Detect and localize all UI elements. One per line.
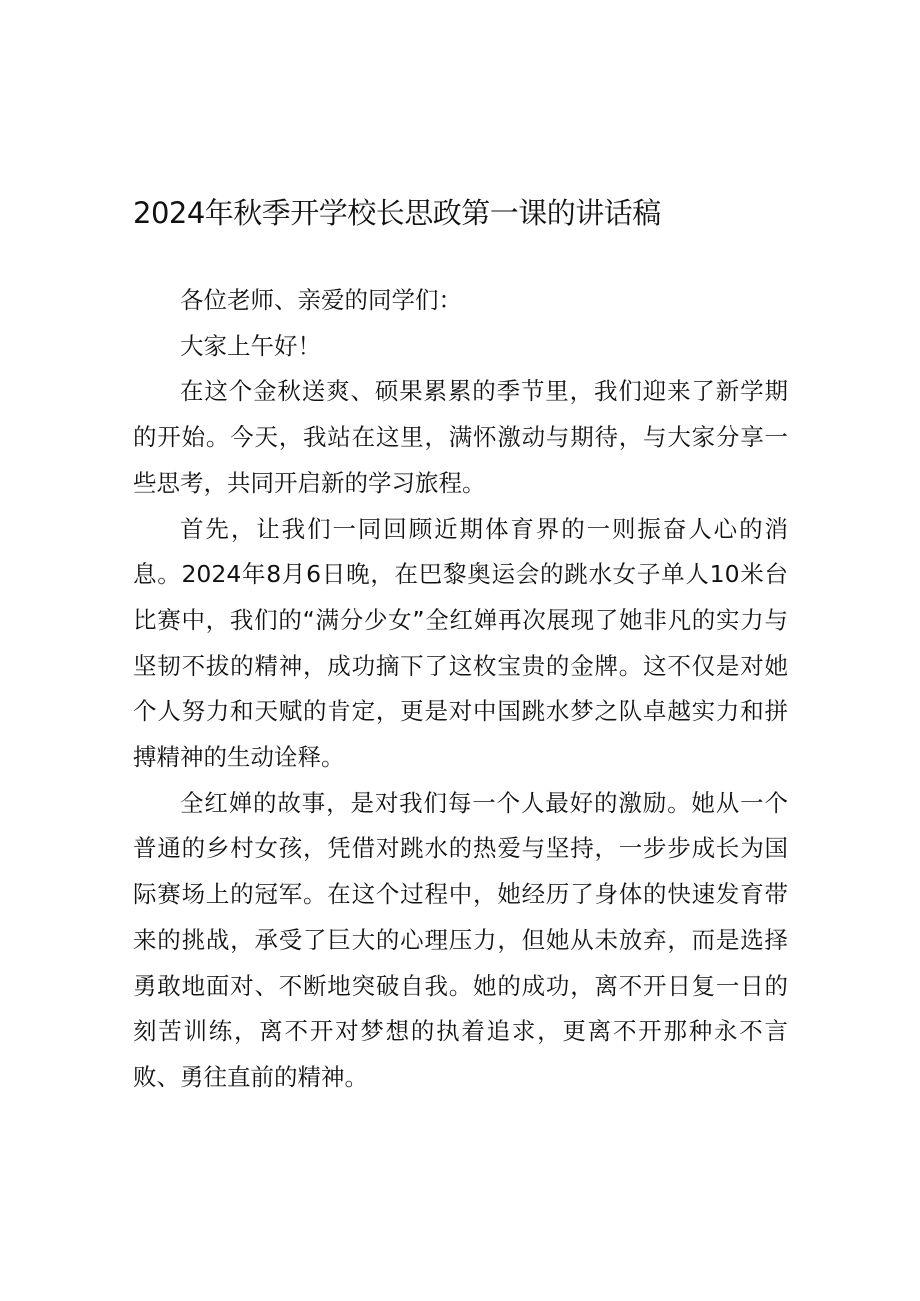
document-title: 2024年秋季开学校长思政第一课的讲话稿: [133, 196, 661, 231]
inspiration-paragraph: 全红婵的故事，是对我们每一个人最好的激励。她从一个普通的乡村女孩，凭借对跳水的热爱与坚持，一步步成长为国际赛场上的冠军。在这个过程中，她经历了身体的快速发育带来的挑战，承受了巨大的心理压力，但她从未放弃，而是选择勇敢地面对、不断地突破自我。她的成功，离不开日复一日的刻苦训练，离不开对梦想的执着追求，更离不开那种永不言败、勇往直前的精神。: [133, 788, 788, 1091]
opening-paragraph: 在这个金秋送爽、硕果累累的季节里，我们迎来了新学期的开始。今天，我站在这里，满怀激动与期待，与大家分享一些思考，共同开启新的学习旅程。: [133, 377, 788, 497]
salutation-paragraph: 各位老师、亲爱的同学们：: [180, 286, 462, 314]
greeting-paragraph: 大家上午好！: [180, 331, 321, 360]
news-paragraph: 首先，让我们一同回顾近期体育界的一则振奋人心的消息。2024年8月6日晚，在巴黎奥运会的跳水女子单人10米台比赛中，我们的“满分少女”全红婵再次展现了她非凡的实力与坚韧不拔的精神，成功摘下了这枚宝贵的金牌。这不仅是对她个人努力和天赋的肯定，更是对中国跳水梦之队卓越实力和拼搏精神的生动诠释。: [133, 514, 788, 772]
document-body: [133, 278, 788, 1101]
